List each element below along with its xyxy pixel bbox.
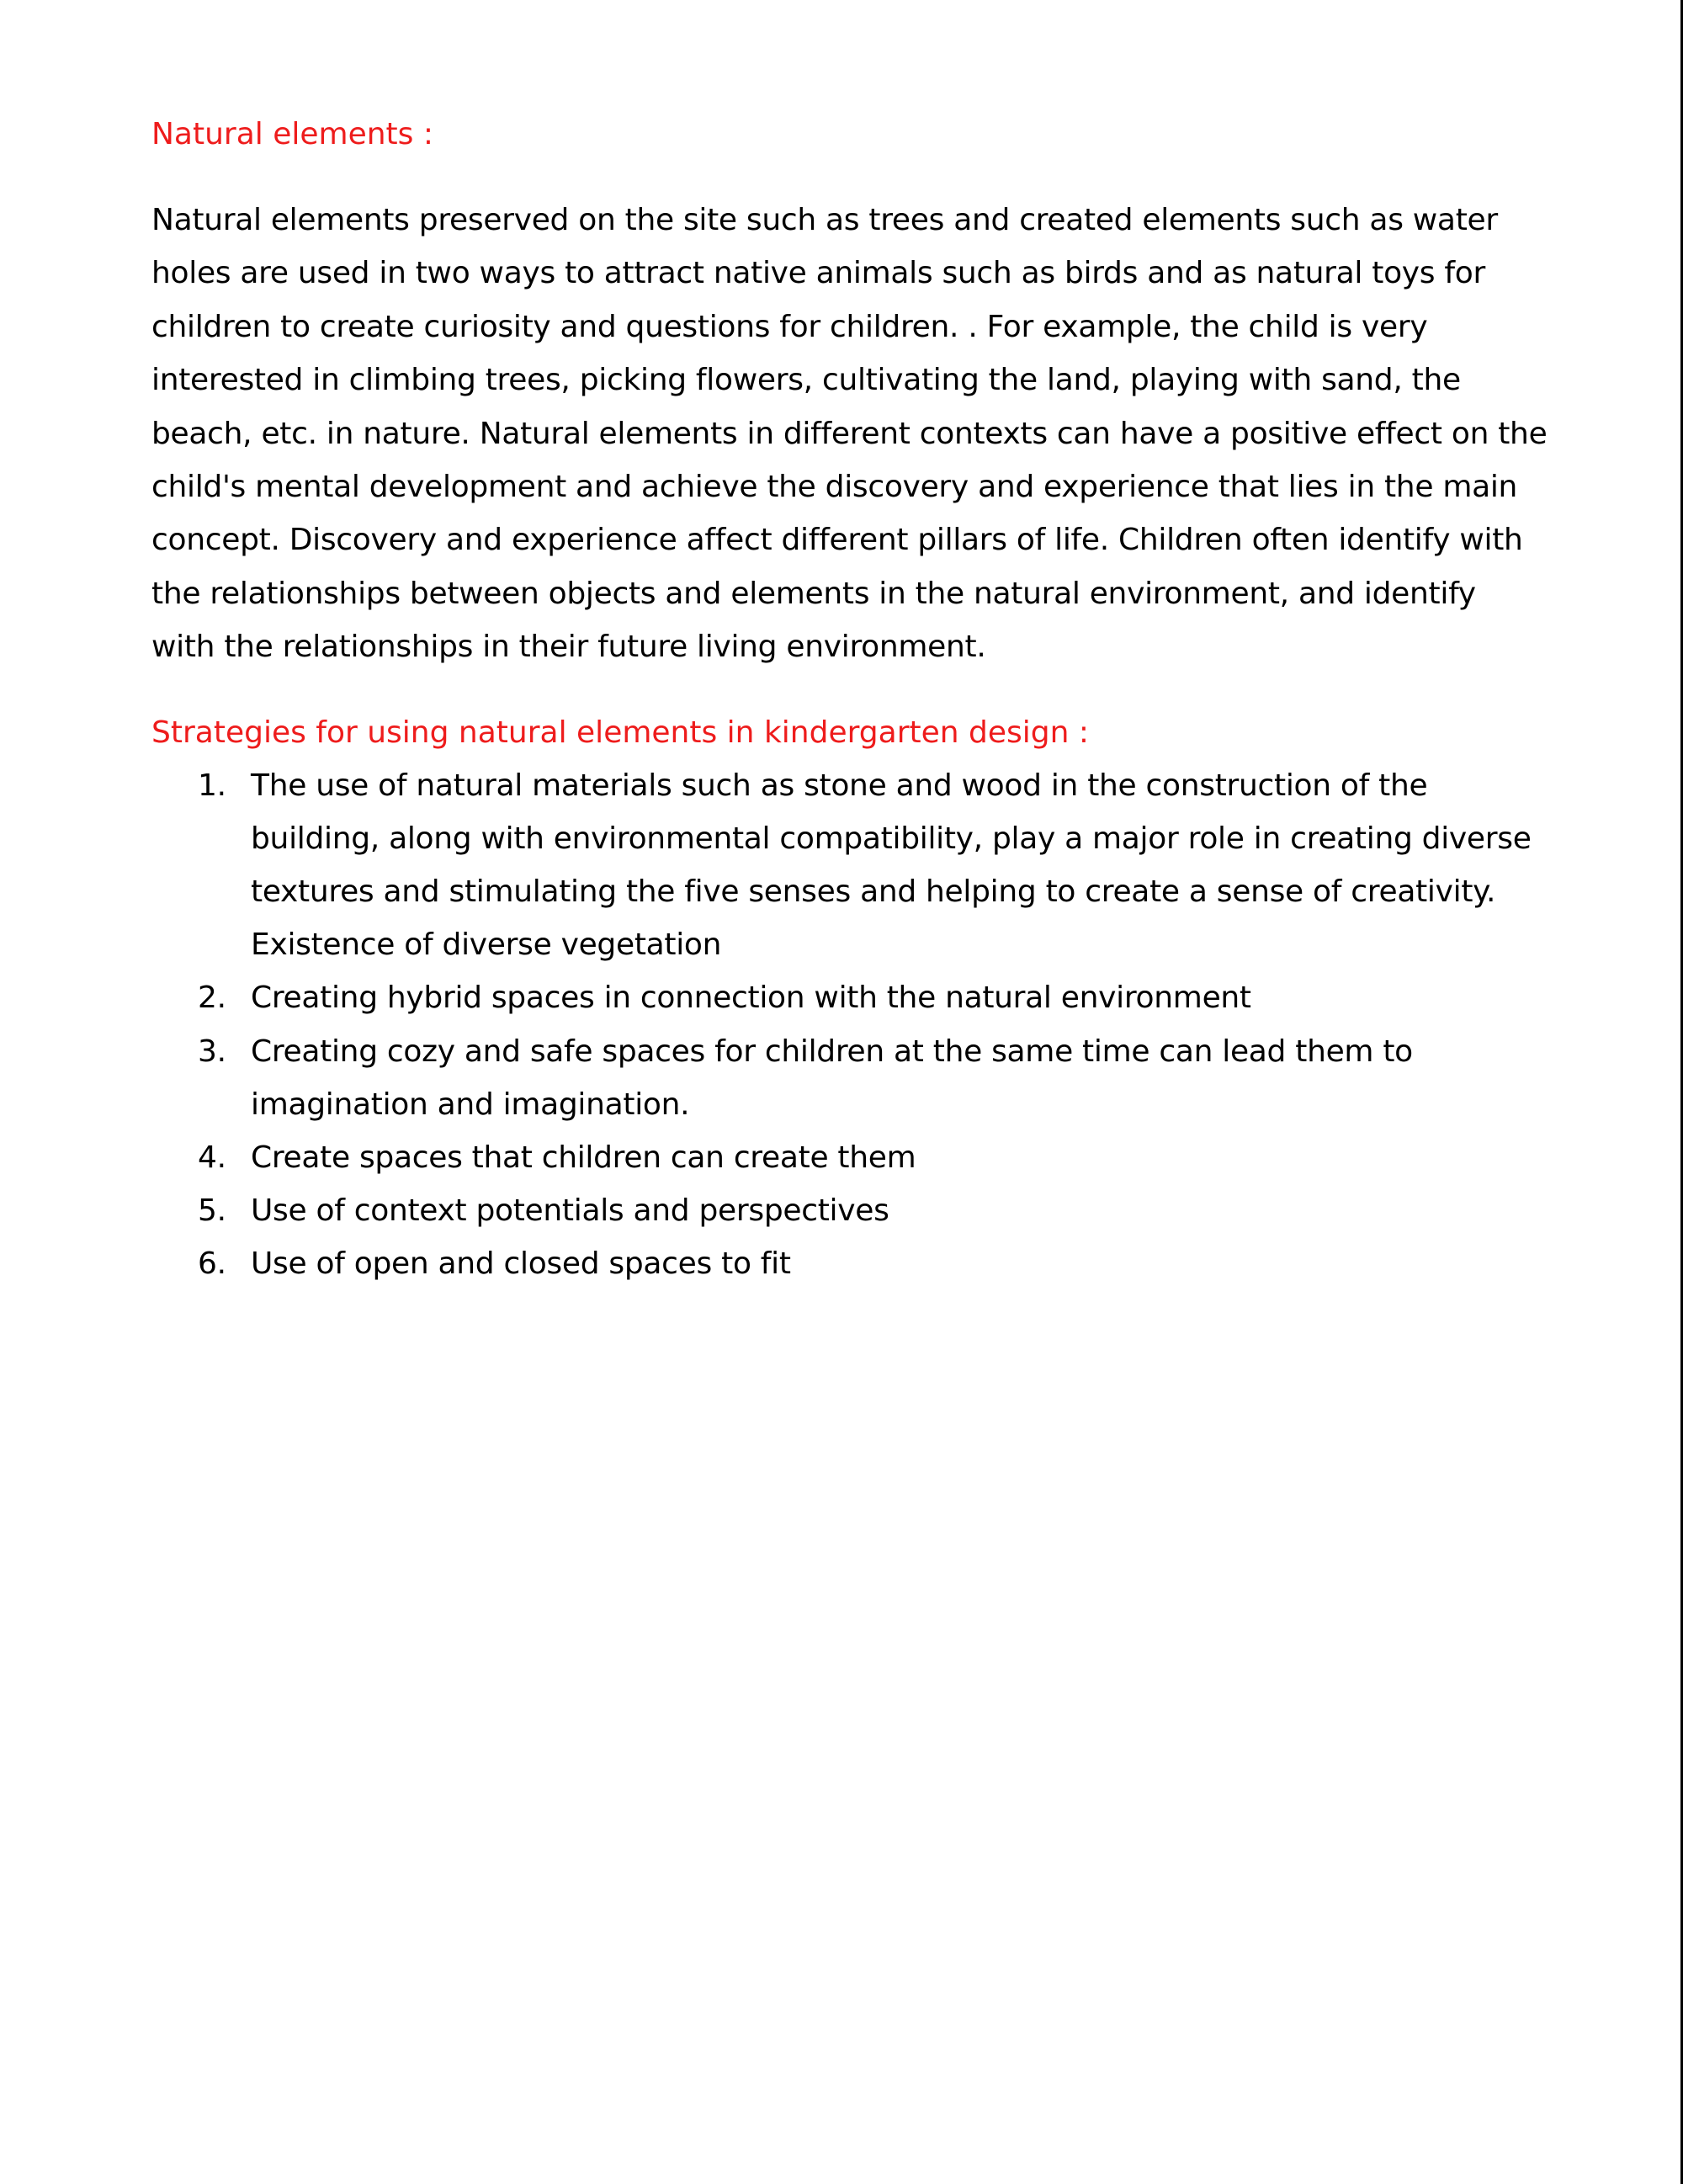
list-item (151, 759, 1548, 972)
strategies-list (151, 759, 1548, 1291)
list-item-text: Creating hybrid spaces in connection with the natural environment (251, 980, 1251, 1016)
list-item-number: 2. (198, 980, 226, 1016)
list-item-text: Use of open and closed spaces to fit (251, 1246, 791, 1282)
list-item (151, 971, 1548, 1024)
document-content (151, 108, 1548, 1291)
list-item-text: Create spaces that children can create them (251, 1140, 916, 1176)
list-item (151, 1025, 1548, 1131)
list-item-number: 3. (198, 1034, 226, 1069)
section-heading-strategies: Strategies for using natural elements in kindergarten design : (151, 715, 1090, 750)
list-item-number: 6. (198, 1246, 226, 1282)
list-item-number: 5. (198, 1193, 226, 1229)
list-item-number: 1. (198, 768, 226, 803)
list-item (151, 1184, 1548, 1237)
list-item (151, 1131, 1548, 1184)
section-heading-natural-elements: Natural elements : (151, 117, 434, 151)
list-item (151, 1237, 1548, 1290)
list-item-text: The use of natural materials such as stone and wood in the construction of the building, along with environmental compatibility, play a major role in creating diverse textures and stimulating the five senses and helping to create a sense of creativity. Existence of diverse vegetation (251, 768, 1532, 963)
list-item-text: Use of context potentials and perspectives (251, 1193, 889, 1229)
list-item-number: 4. (198, 1140, 226, 1176)
natural-elements-paragraph: Natural elements preserved on the site such as trees and created elements such as water holes are used in two ways to attract native animals such as birds and as natural toys for children to create curiosity and questions for children. . For example, the child is very interested in climbing trees, picking flowers, cultivating the land, playing with sand, the beach, etc. in nature. Natural elements in different contexts can have a positive effect on the child's mental development and achieve the discovery and experience that lies in the main concept. Discovery and experience affect different pillars of life. Children often identify with the relationships between objects and elements in the natural environment, and identify with the relationships in their future living environment. (151, 203, 1548, 665)
list-item-text: Creating cozy and safe spaces for children at the same time can lead them to imagination and imagination. (251, 1034, 1413, 1122)
